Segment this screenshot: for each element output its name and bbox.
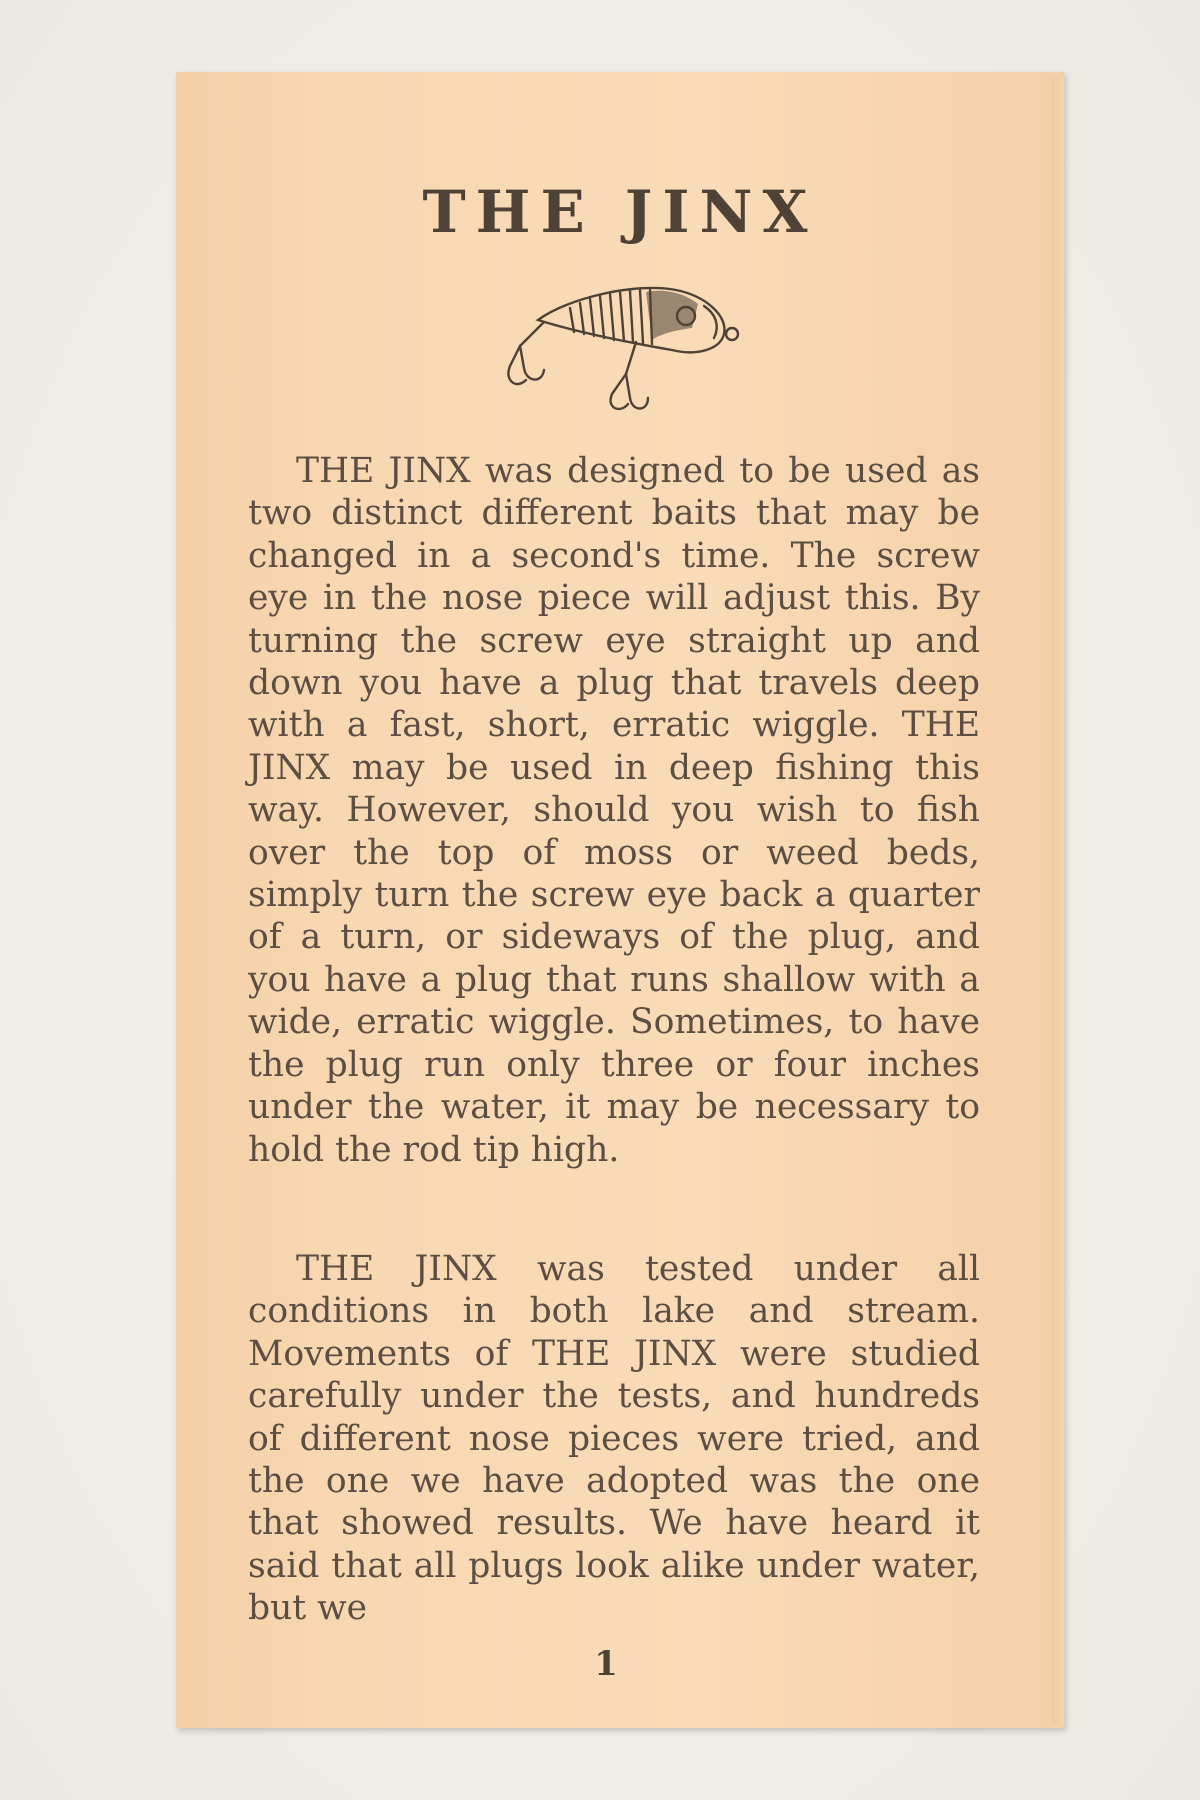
paper-edge bbox=[1052, 78, 1064, 1724]
paragraph-2: THE JINX was tested under all conditions in both lake and stream. Movements of THE JINX were studied carefully under the tests, and hundreds of different nose pieces were tried, and the one we have adopted was the one that showed results. We have heard it said that all plugs look alike under water, but we bbox=[248, 1249, 980, 1629]
fishing-lure-icon bbox=[486, 268, 748, 418]
page-number: 1 bbox=[594, 1644, 618, 1684]
paragraph-1: THE JINX was designed to be used as two distinct different baits that may be changed in a second's time. The screw eye in the nose piece will adjust this. By turning the screw eye straight up and down you have a plug that travels deep with a fast, short, erratic wiggle. THE JINX may be used in deep fishing this way. However, should you wish to fish over the top of moss or weed beds, simply turn the screw eye back a quarter of a turn, or sideways of the plug, and you have a plug that runs shallow with a wide, erratic wiggle. Sometimes, to have the plug run only three or four inches under the water, it may be necessary to hold the rod tip high. bbox=[248, 451, 980, 1170]
page-title: THE JINX bbox=[422, 178, 818, 246]
